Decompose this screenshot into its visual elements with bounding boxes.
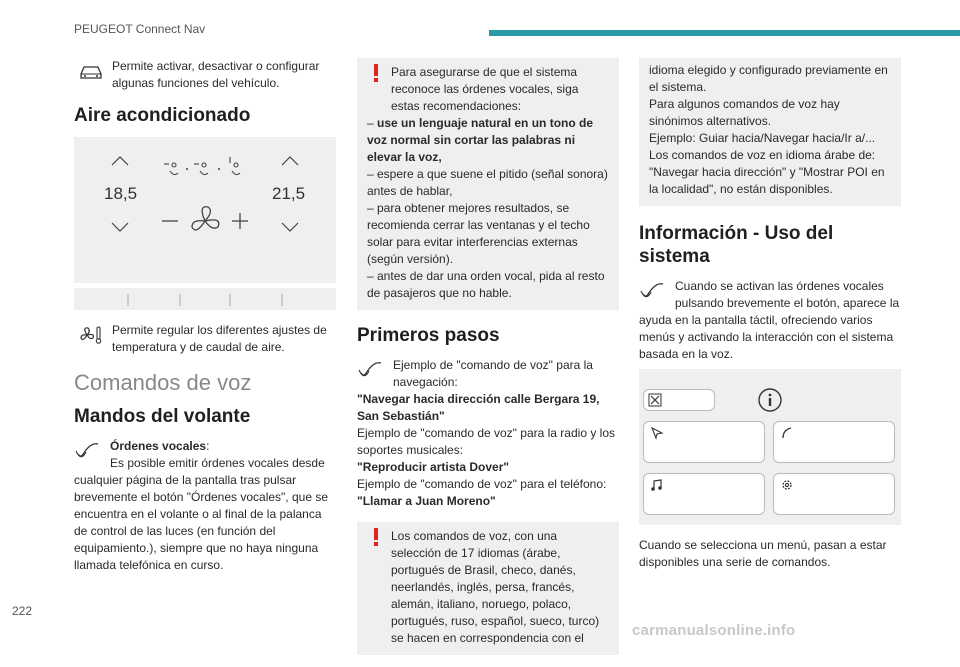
first-steps-heading: Primeros pasos (357, 325, 500, 346)
ac-panel-icons (74, 137, 336, 283)
fan-icon (192, 207, 219, 230)
cont-text-2: Para algunos comandos de voz hay sinónimos alternativos. (649, 97, 840, 128)
phone-example-intro: Ejemplo de "comando de voz" para el teléfono: (357, 477, 607, 491)
ac-control-panel (74, 137, 336, 283)
info-text: Cuando se activan las órdenes vocales pulsando brevemente el botón, aparece la ayuda en la pantalla táctil, ofreciendo varios menús y activando la interacción con el sistema basada en la voz. (639, 279, 900, 361)
close-icon (648, 393, 662, 407)
warning1-item3: – para obtener mejores resultados, se recomienda cerrar las ventanas y el techo solar para evitar interferencias externas (según versión). (367, 201, 590, 266)
header-accent-bar (489, 30, 960, 36)
ac-caption-text: Permite regular los diferentes ajustes de temperatura y de caudal de aire. (112, 323, 327, 354)
warning1-item2: – espere a que suene el pitido (señal sonora) antes de hablar, (367, 167, 608, 198)
music-example-command: "Reproducir artista Dover" (357, 460, 510, 474)
ac-heading: Aire acondicionado (74, 105, 251, 126)
music-icon (650, 478, 664, 492)
warning2-text: Los comandos de voz, con una selección de 17 idiomas (árabe, portugués de Brasil, checo, danés, neerlandés, inglés, persa, francés, alemán, italiano, noruego, polaco, portugués, ruso, español, sueco, turco) se hacen en correspondencia con el (391, 529, 600, 645)
watermark-text: carmanualsonline.info (632, 622, 796, 639)
nav-example-intro: Ejemplo de "comando de voz" para la navegación: (393, 358, 593, 389)
gear-icon (780, 478, 794, 492)
running-header-title: PEUGEOT Connect Nav (74, 22, 206, 36)
car-icon (78, 59, 104, 83)
voice-command-icon (74, 438, 106, 462)
voice-menu-screen (639, 369, 901, 525)
navigation-tile[interactable] (643, 421, 765, 463)
voice-examples-par (357, 357, 619, 510)
info-heading: Información - Uso del sistema (639, 223, 834, 267)
temp-right-down-icon (282, 223, 298, 231)
info-icon[interactable] (757, 387, 783, 413)
music-tile[interactable] (643, 473, 765, 515)
warning1-item4: – antes de dar una orden vocal, pida al resto de pasajeros que no hable. (367, 269, 605, 300)
navigation-icon (650, 426, 664, 440)
warning-box-recommendations (357, 58, 619, 310)
close-tile[interactable] (643, 389, 715, 411)
warning-box-languages-cont (639, 58, 901, 206)
temp-left-value: 18,5 (104, 184, 138, 203)
warning-exclamation-icon (369, 528, 383, 546)
ac-caption-par (74, 322, 336, 356)
column-3 (639, 58, 901, 571)
warning1-item1: use un lenguaje natural en un tono de voz normal sin cortar las palabras ni elevar la voz, (367, 116, 594, 164)
voice-command-icon (357, 357, 389, 381)
ac-strip-dividers (74, 288, 336, 310)
phone-icon (780, 426, 794, 440)
info-par (639, 278, 901, 363)
phone-tile[interactable] (773, 421, 895, 463)
music-example-intro: Ejemplo de "comando de voz" para la radio y los soportes musicales: (357, 426, 615, 457)
page-number: 222 (12, 604, 33, 618)
temp-left-down-icon (112, 223, 128, 231)
nav-example-command: "Navegar hacia dirección calle Bergara 19, San Sebastián" (357, 392, 600, 423)
settings-tile[interactable] (773, 473, 895, 515)
column-1 (74, 58, 336, 574)
cont-text-1: idioma elegido y configurado previamente en el sistema. (649, 63, 888, 94)
voice-orders-text: Es posible emitir órdenes vocales desde cualquier página de la pantalla tras pulsar brevemente el botón "Órdenes vocales", que se encuentra en el volante o al final de la palanca de control de las luces (en función del equipamiento.), siempre que no haya ninguna llamada telefónica en curso. (74, 456, 329, 572)
ac-panel-footer-strip (74, 287, 336, 310)
phone-example-command: "Llamar a Juan Moreno" (357, 494, 496, 508)
cont-text-3: Ejemplo: Guiar hacia/Navegar hacia/Ir a/... (649, 131, 876, 145)
vehicle-functions-par (74, 58, 336, 92)
after-menu-text: Cuando se selecciona un menú, pasan a estar disponibles una serie de comandos. (639, 538, 887, 569)
warning1-intro: Para asegurarse de que el sistema reconoce las órdenes vocales, siga estas recomendaciones: (391, 65, 579, 113)
vehicle-functions-text: Permite activar, desactivar o configurar algunas funciones del vehículo. (112, 59, 320, 90)
voice-orders-colon: : (206, 439, 210, 453)
warning-box-languages (357, 522, 619, 655)
steering-controls-heading: Mandos del volante (74, 406, 251, 427)
voice-command-icon (639, 278, 671, 302)
fan-temperature-icon (78, 323, 104, 347)
cont-text-4: Los comandos de voz en idioma árabe de: "Navegar hacia dirección" y "Mostrar POI en la localidad", no están disponibles. (649, 148, 885, 196)
airflow-face-icon (164, 163, 178, 175)
temp-left-up-icon (112, 157, 128, 165)
voice-orders-par (74, 438, 336, 574)
temp-right-value: 21,5 (272, 184, 306, 203)
warning-exclamation-icon (369, 64, 383, 82)
column-2 (357, 58, 619, 667)
airflow-windscreen-icon (230, 157, 240, 175)
voice-orders-label: Órdenes vocales (110, 439, 207, 453)
voice-commands-heading: Comandos de voz (74, 370, 252, 395)
temp-right-up-icon (282, 157, 298, 165)
warning1-item1-dash: – (367, 116, 378, 130)
airflow-feet-icon (194, 163, 208, 175)
